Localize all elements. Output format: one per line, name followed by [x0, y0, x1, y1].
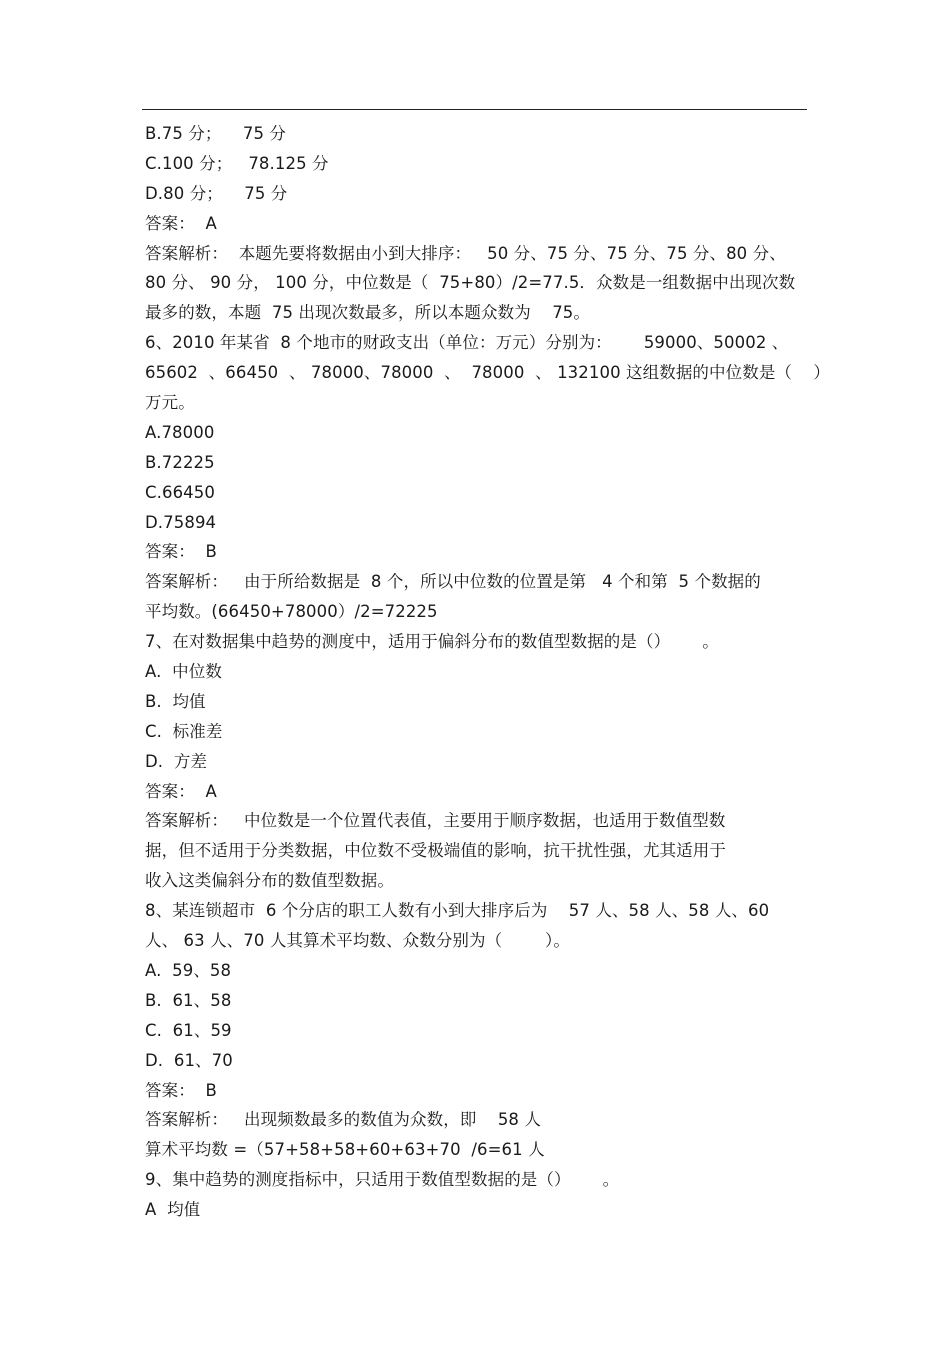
text-line: 平均数。(66450+78000）/2=72225 [145, 602, 438, 622]
text-line: D.75894 [145, 512, 217, 532]
text-line: C. 标准差 [145, 721, 223, 741]
text-line: 答案解析： 本题先要将数据由小到大排序： 50 分、75 分、75 分、75 分、80 分、 [145, 243, 786, 263]
text-line: 算术平均数 =（57+58+58+60+63+70 /6=61 人 [145, 1140, 545, 1160]
text-line: A.78000 [145, 422, 215, 442]
text-line: 80 分、 90 分， 100 分，中位数是（ 75+80）/2=77.5．众数是一组数据中出现次数 [145, 273, 796, 293]
text-line: C. 61、59 [145, 1020, 232, 1040]
text-line: D. 61、70 [145, 1050, 233, 1070]
text-line: D.80 分； 75 分 [145, 183, 288, 203]
text-line: B. 61、58 [145, 990, 232, 1010]
text-line: 7、在对数据集中趋势的测度中，适用于偏斜分布的数值型数据的是（） 。 [145, 632, 719, 652]
text-line: C.100 分； 78.125 分 [145, 153, 329, 173]
text-line: A. 59、58 [145, 960, 232, 980]
text-line: 收入这类偏斜分布的数值型数据。 [145, 871, 394, 891]
text-line: 6、2010 年某省 8 个地市的财政支出（单位：万元）分别为： 59000、50002 、 [145, 333, 789, 353]
text-line: D. 方差 [145, 751, 208, 771]
text-line: B.72225 [145, 452, 215, 472]
text-line: B.75 分； 75 分 [145, 124, 287, 143]
text-line: 9、集中趋势的测度指标中，只适用于数值型数据的是（） 。 [145, 1170, 620, 1190]
text-line: 答案解析： 中位数是一个位置代表值，主要用于顺序数据，也适用于数值型数 [145, 811, 726, 831]
text-line: 万元。 [145, 393, 195, 413]
text-line: 答案： B [145, 1080, 217, 1100]
text-line: 人、 63 人、70 人其算术平均数、众数分别为（ ）。 [145, 931, 570, 951]
text-line: C.66450 [145, 482, 215, 502]
text-line: B. 均值 [145, 691, 206, 711]
text-line: A 均值 [145, 1200, 201, 1220]
header-rule [142, 109, 807, 110]
text-line: 答案： A [145, 213, 217, 233]
text-line: 最多的数，本题 75 出现次数最多，所以本题众数为 75。 [145, 303, 591, 323]
text-line: A. 中位数 [145, 662, 222, 682]
text-line: 据，但不适用于分类数据，中位数不受极端值的影响，抗干扰性强，尤其适用于 [145, 841, 726, 861]
text-line: 65602 、66450 、 78000、78000 、 78000 、 132100 这组数据的中位数是（ ） [145, 363, 830, 383]
text-line: 8、某连锁超市 6 个分店的职工人数有小到大排序后为 57 人、58 人、58 人、60 [145, 901, 770, 921]
text-line: 答案： A [145, 781, 217, 801]
text-line: 答案解析： 由于所给数据是 8 个，所以中位数的位置是第 4 个和第 5 个数据的 [145, 572, 761, 592]
text-line: 答案解析： 出现频数最多的数值为众数，即 58 人 [145, 1110, 541, 1130]
document-body [145, 119, 830, 1225]
text-line: 答案： B [145, 542, 217, 562]
